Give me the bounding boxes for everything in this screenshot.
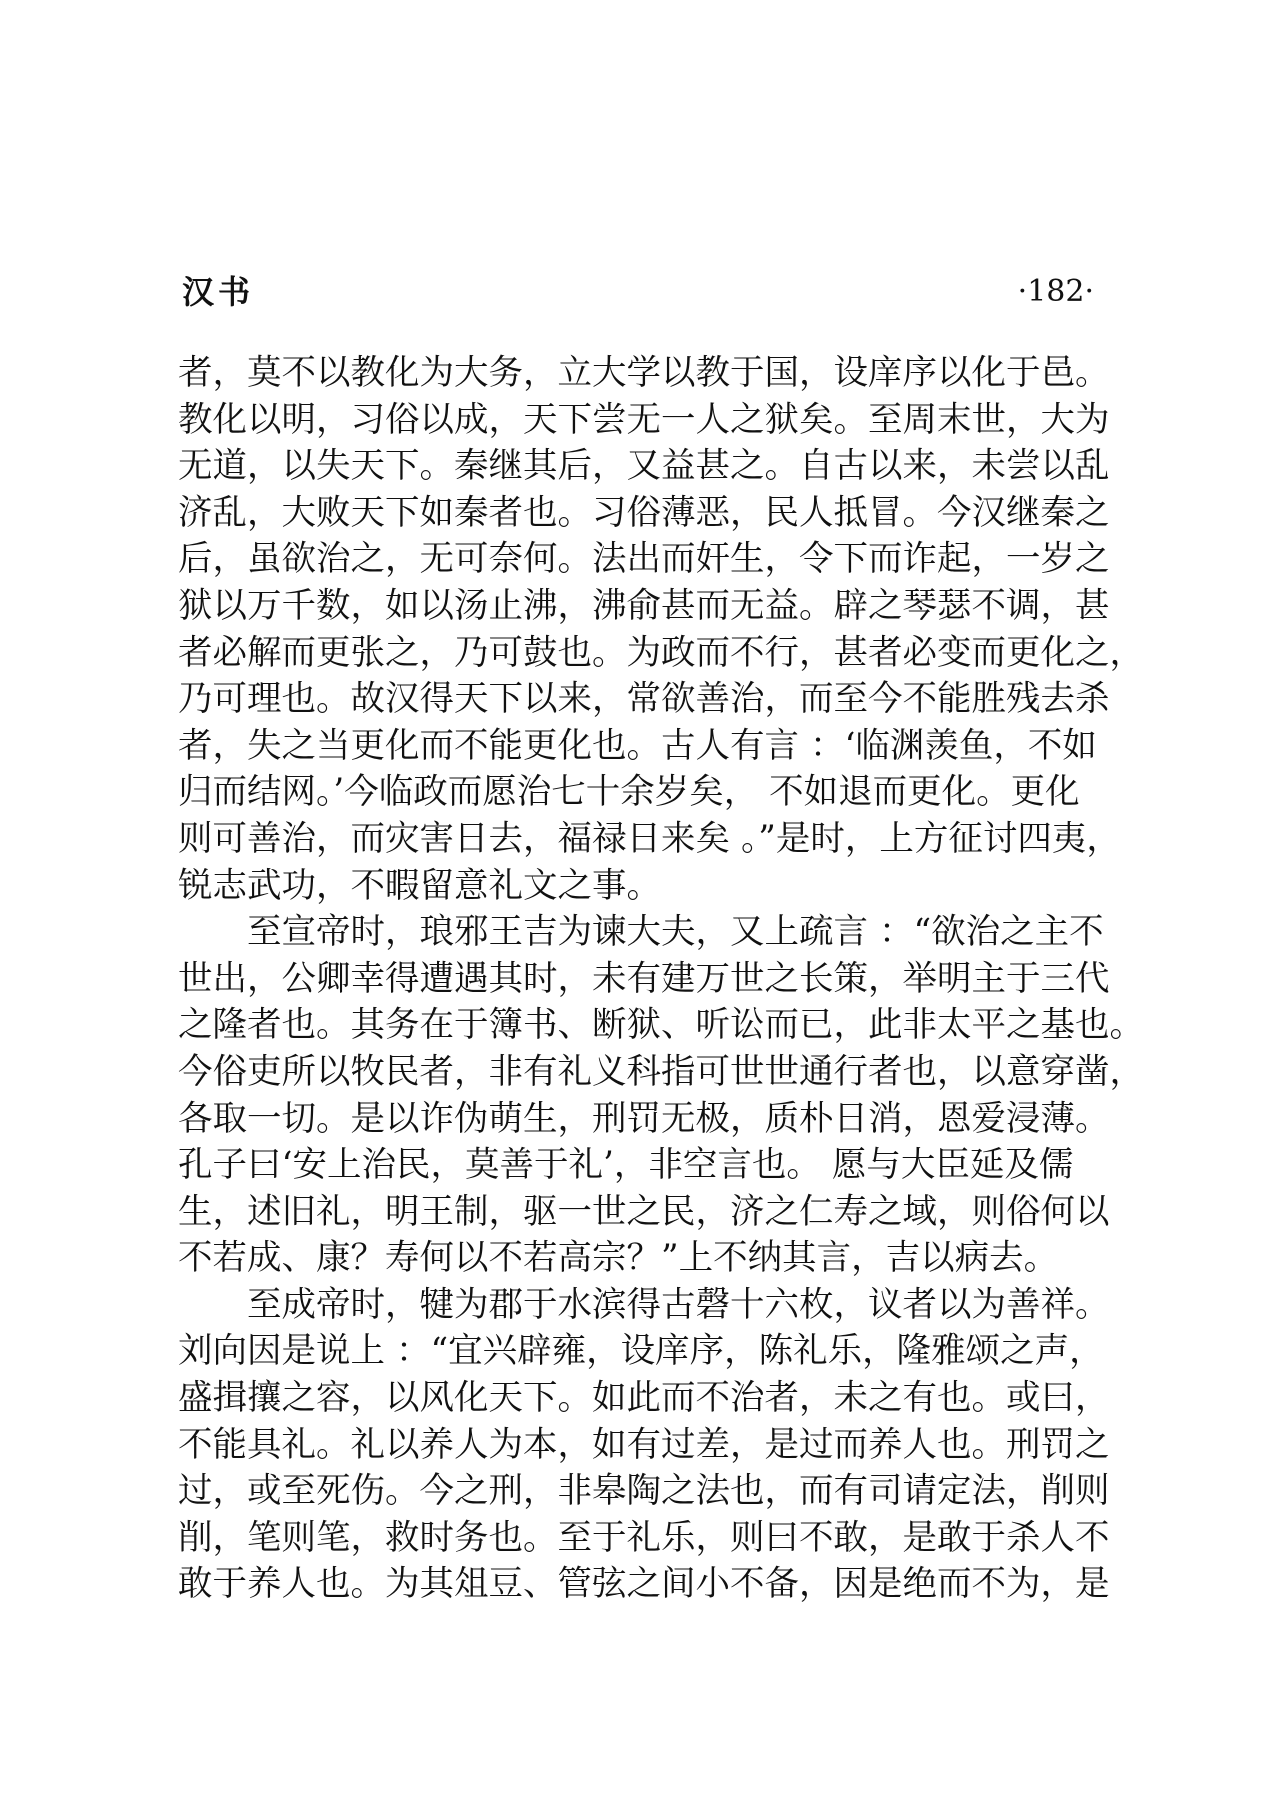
text-line: 狱以万千数，如以汤止沸，沸俞甚而无益。辟之琴瑟不调，甚 bbox=[178, 585, 1110, 626]
text-line: 济乱，大败天下如秦者也。习俗薄恶，民人抵冒。今汉继秦之 bbox=[178, 492, 1110, 533]
page-header bbox=[182, 270, 1094, 314]
text-line: 过，或至死伤。今之刑，非皋陶之法也，而有司请定法，削则 bbox=[178, 1471, 1110, 1512]
text-line: 锐志武功，不暇留意礼文之事。 bbox=[178, 865, 661, 906]
text-line: 刘向因是说上 ：“宜兴辟雍，设庠序，陈礼乐，隆雅颂之声， bbox=[178, 1331, 1104, 1372]
text-line: 世出，公卿幸得遭遇其时，未有建万世之长策，举明主于三代 bbox=[178, 958, 1110, 999]
text-line: 盛揖攘之容，以风化天下。如此而不治者，未之有也。或曰， bbox=[178, 1378, 1110, 1419]
text-line: 后，虽欲治之，无可奈何。法出而奸生，令下而诈起，一岁之 bbox=[178, 539, 1110, 580]
text-line: 教化以明，习俗以成，天下尝无一人之狱矣。至周末世，大为 bbox=[178, 399, 1110, 440]
text-line: 至宣帝时，琅邪王吉为谏大夫，又上疏言 ：“欲治之主不 bbox=[178, 912, 1104, 953]
text-line: 生，述旧礼，明王制，驱一世之民，济之仁寿之域，则俗何以 bbox=[178, 1191, 1110, 1232]
text-line: 之隆者也。其务在于簿书、断狱、听讼而已，此非太平之基也。 bbox=[178, 1005, 1144, 1046]
text-line: 至成帝时，犍为郡于水滨得古磬十六枚，议者以为善祥。 bbox=[178, 1284, 1110, 1325]
book-title: 汉书 bbox=[182, 273, 255, 311]
text-line: 削，笔则笔，救时务也。至于礼乐，则曰不敢，是敢于杀人不 bbox=[178, 1517, 1110, 1558]
text-line: 不能具礼。礼以养人为本，如有过差，是过而养人也。刑罚之 bbox=[178, 1424, 1110, 1465]
page-number: ·182· bbox=[1017, 274, 1094, 309]
text-line: 乃可理也。故汉得天下以来，常欲善治，而至今不能胜残去杀 bbox=[178, 679, 1110, 720]
text-line: 孔子曰‘安上治民，莫善于礼’，非空言也。 愿与大臣延及儒 bbox=[178, 1145, 1074, 1186]
text-line: 今俗吏所以牧民者，非有礼义科指可世世通行者也，以意穿凿， bbox=[178, 1051, 1144, 1092]
text-line: 者必解而更张之，乃可鼓也。为政而不行，甚者必变而更化之， bbox=[178, 632, 1144, 673]
text-line: 者，失之当更化而不能更化也。古人有言 ：‘临渊羡鱼，不如 bbox=[178, 725, 1097, 766]
text-line: 不若成、康？寿何以不若高宗？”上不纳其言，吉以病去。 bbox=[178, 1238, 1059, 1279]
text-line: 各取一切。是以诈伪萌生，刑罚无极，质朴日消，恩爱浸薄。 bbox=[178, 1098, 1110, 1139]
body-text bbox=[178, 350, 1144, 1608]
text-line: 敢于养人也。为其俎豆、管弦之间小不备，因是绝而不为，是 bbox=[178, 1564, 1110, 1605]
text-line: 则可善治，而灾害日去，福禄日来矣 。”是时，上方征讨四夷， bbox=[178, 818, 1121, 859]
text-line: 归而结网。’今临政而愿治七十余岁矣， 不如退而更化。更化 bbox=[178, 772, 1080, 813]
text-line: 无道，以失天下。秦继其后，又益甚之。自古以来，未尝以乱 bbox=[178, 446, 1110, 487]
text-line: 者，莫不以教化为大务，立大学以教于国，设庠序以化于邑。 bbox=[178, 353, 1110, 393]
